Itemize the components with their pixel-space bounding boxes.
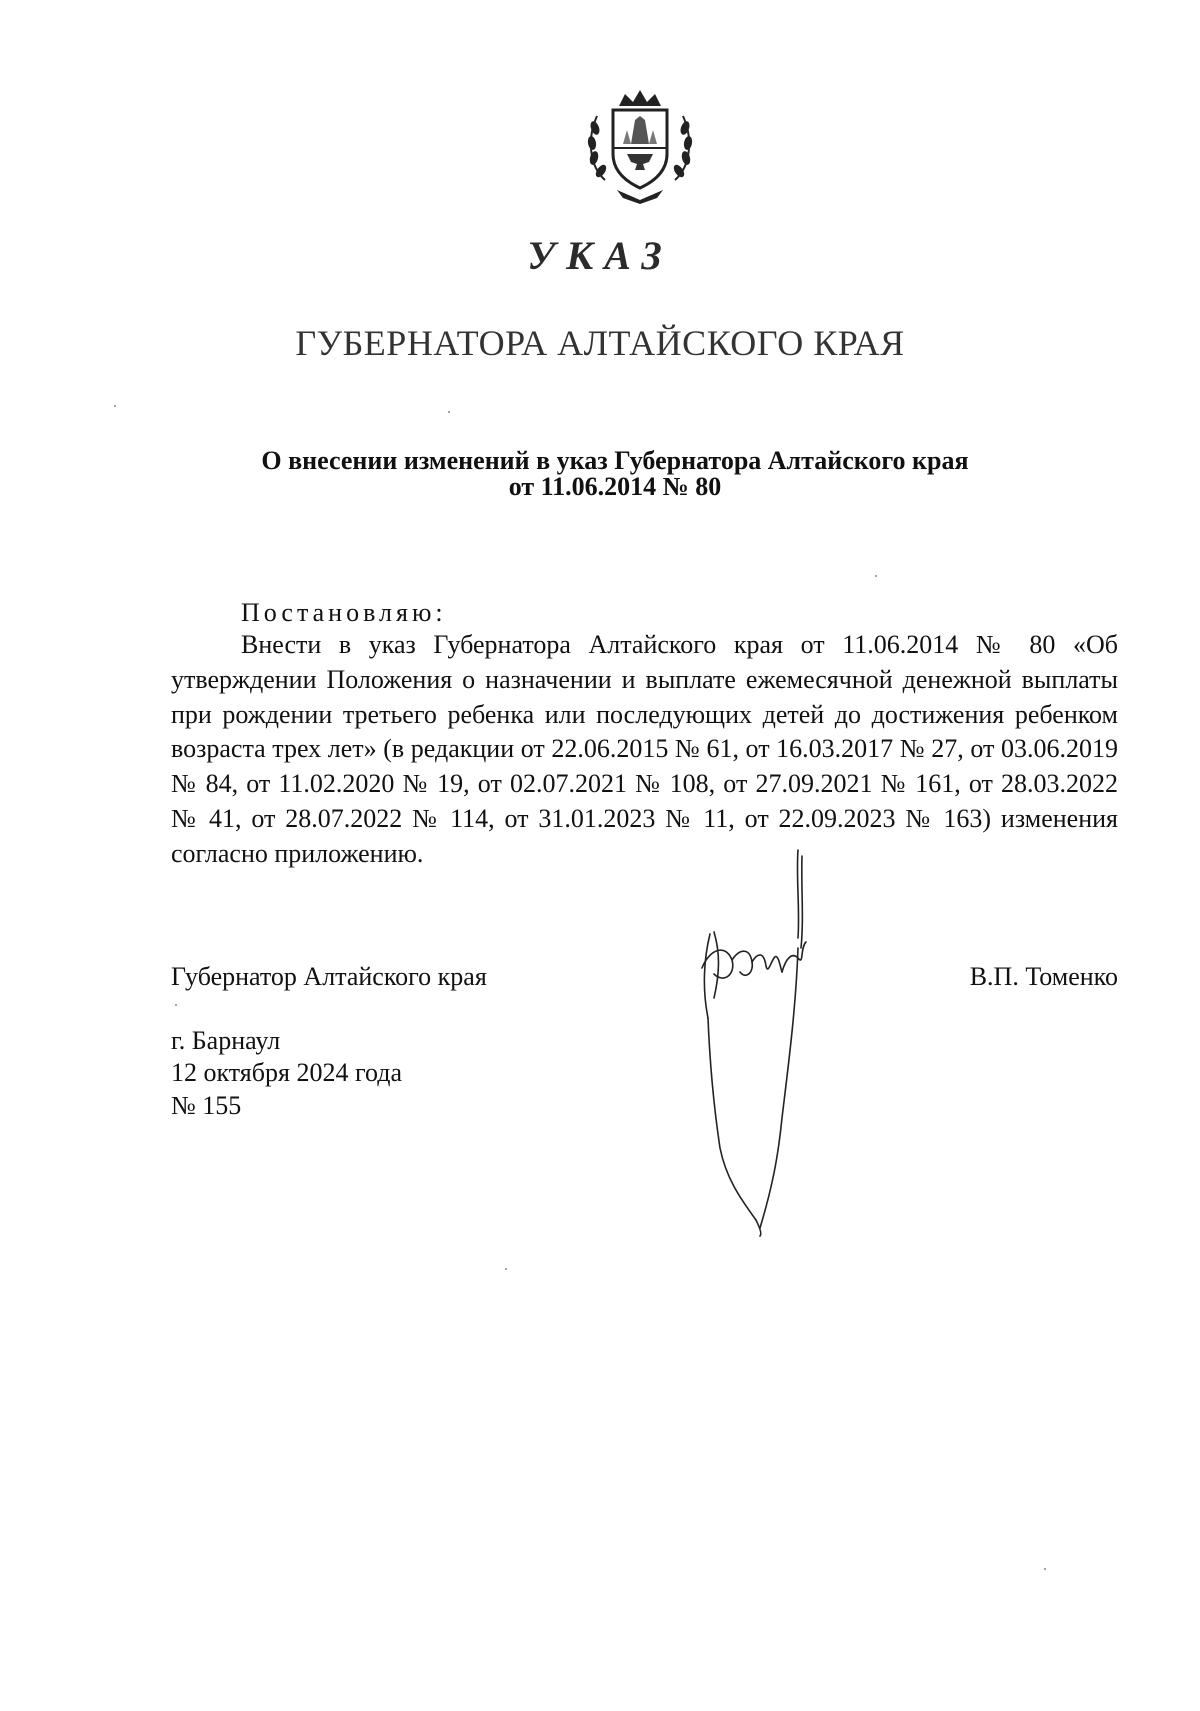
scan-speck [875, 575, 877, 577]
signer-role: Губернатор Алтайского края [171, 962, 487, 991]
scan-speck [1044, 1568, 1046, 1570]
resolve-word: Постановляю: [241, 598, 447, 627]
place-of-issue: г. Барнаул [171, 1026, 281, 1055]
body-paragraph: Внести в указ Губернатора Алтайского края от 11.06.2014 № 80 «Об утверждении Положения о назначении и выплате ежемесячной денежной выплаты при рождении третьего ребенка или последующих детей до достижения ребенком возраста трех лет» (в редакции от 22.06.2015 № 61, от 16.03.2017 № 27, от 03.06.2019 № 84, от 11.02.2020 № 19, от 02.07.2021 № 108, от 27.09.2021 № 161, от 28.03.2022 № 41, от 28.07.2022 № 114, от 31.01.2023 № 11, от 22.09.2023 № 163) изменения согласно приложению. [171, 630, 1118, 868]
scan-speck [448, 411, 450, 413]
issue-date: 12 октября 2024 года [171, 1058, 402, 1087]
document-title-line: от 11.06.2014 № 80 [508, 472, 722, 501]
document-title-line: О внесении изменений в указ Губернатора Алтайского края [261, 446, 969, 475]
scan-speck [505, 1268, 507, 1270]
scan-speck [175, 1004, 177, 1006]
scan-speck [114, 405, 116, 407]
document-type-heading: УКАЗ [527, 233, 673, 278]
document-title [150, 448, 1080, 500]
issuer-heading: ГУБЕРНАТОРА АЛТАЙСКОГО КРАЯ [295, 323, 905, 363]
signer-name: В.П. Томенко [969, 962, 1118, 991]
document-number: № 155 [171, 1091, 242, 1120]
handwritten-signature [680, 848, 840, 1238]
coat-of-arms-icon [583, 88, 697, 206]
